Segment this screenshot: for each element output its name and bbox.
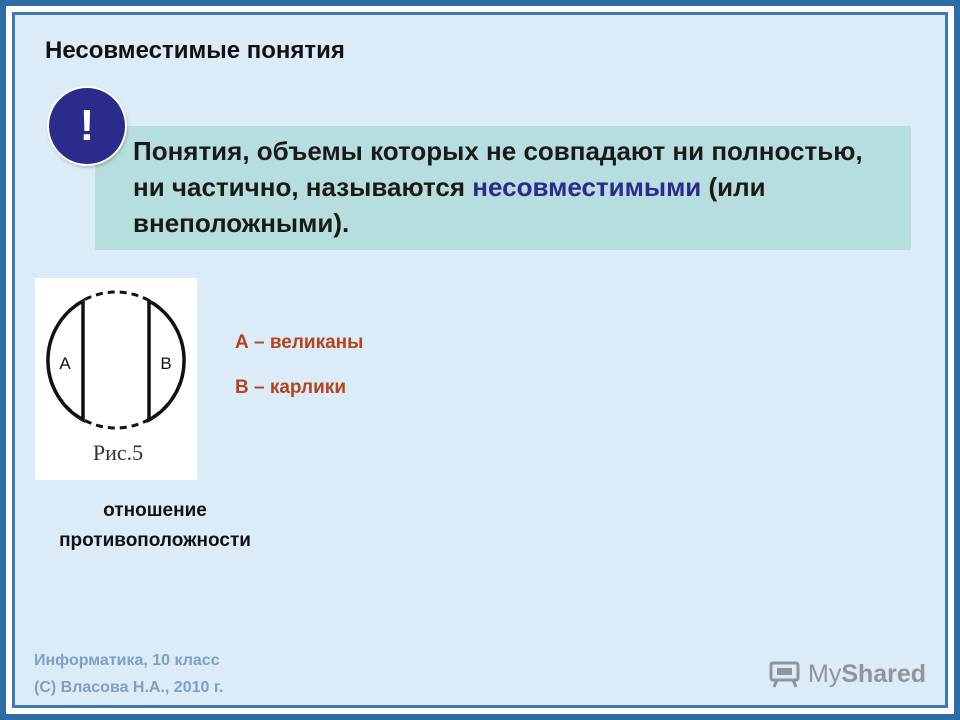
- exclamation-mark: !: [79, 101, 95, 150]
- myshared-logo: [768, 656, 926, 692]
- relation-line2: противоположности: [59, 530, 251, 551]
- footer-credits: [34, 647, 223, 701]
- set-b-label: В: [160, 354, 172, 373]
- logo-text: [808, 660, 926, 689]
- relation-caption: [30, 496, 280, 556]
- definition-part1: Понятия, объемы которых не совпадают ни полностью, ни частично, называются: [133, 136, 863, 202]
- euler-diagram: [35, 278, 197, 480]
- legend-b: В – карлики: [235, 377, 346, 398]
- myshared-logo-icon: [768, 659, 802, 689]
- euler-diagram-svg: [35, 278, 197, 480]
- logo-text-shared: Shared: [841, 659, 927, 688]
- slide-title: Несовместимые понятия: [45, 37, 345, 64]
- footer-copyright: (С) Власова Н.А., 2010 г.: [34, 679, 224, 696]
- figure-caption: Рис.5: [92, 440, 144, 465]
- set-a-label: А: [59, 354, 71, 373]
- legend-a: А – великаны: [235, 332, 364, 353]
- logo-text-my: My: [808, 659, 842, 688]
- exclamation-icon: [49, 88, 125, 164]
- definition-text: [133, 133, 893, 241]
- definition-part2: (или внеположными).: [133, 172, 766, 238]
- relation-line1: отношение: [103, 500, 207, 521]
- footer-course: Информатика, 10 класс: [34, 652, 220, 669]
- definition-highlight: несовместимыми: [472, 172, 702, 202]
